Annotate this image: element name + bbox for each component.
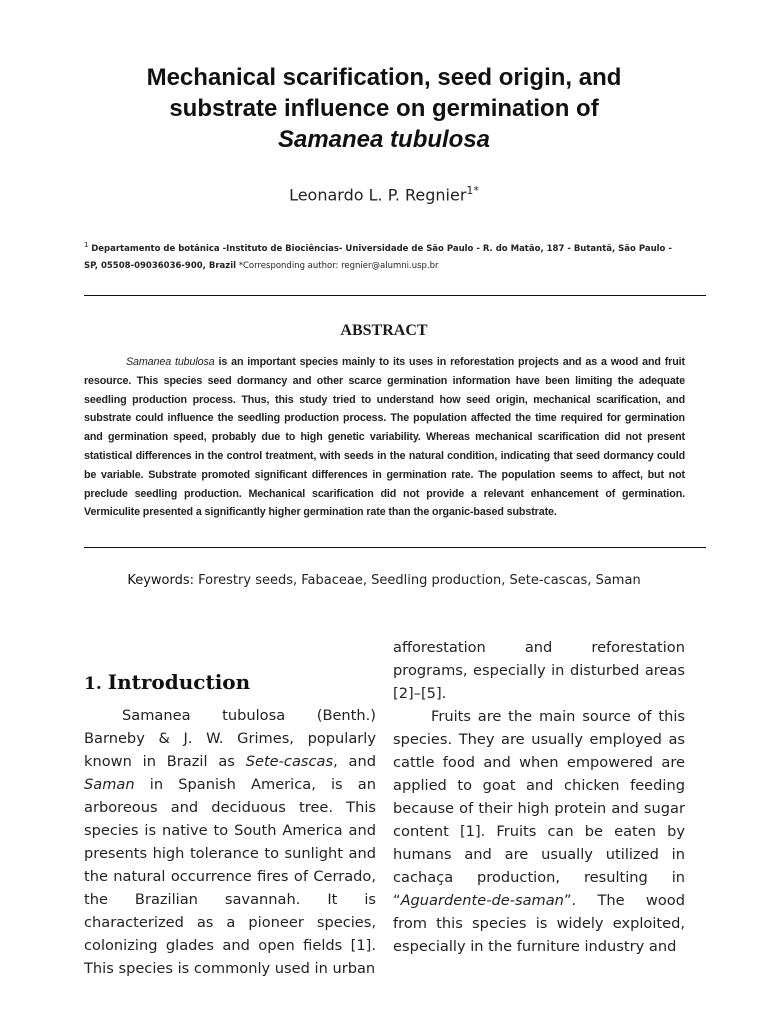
paragraph-text: ”. The wood from this species is widely exploited, especially in the furniture industry and [393,892,685,955]
author-line [84,184,684,204]
bottom-rule [84,547,706,548]
keywords-label: Keywords: [127,573,194,588]
paragraph-emphasis: Aguardente-de-saman [400,892,564,909]
abstract-heading: ABSTRACT [340,322,428,339]
left-column [84,704,376,980]
abstract-text: is an important species mainly to its uses in reforestation projects and as a wood and fruit resource. This species seed dormancy and other scarce germination information have been limiting the adequate seedling production process. Thus, this study tried to understand how seed origin, mechanical scarification, and substrate could influence the seedling production process. The population affected the time required for germination and germination speed, probably due to high genetic variability. Whereas mechanical scarification did not present statistical differences in the control treatment, with seeds in the natural condition, indicating that seed dormancy could be variable. Substrate promoted significant differences in germination rate. The population seems to affect, but not preclude seedling production. Mechanical scarification did not provide a relevant enhancement of germination. Vermiculite presented a significantly higher germination rate than the organic-based substrate. [84,356,685,519]
keywords-value: Forestry seeds, Fabaceae, Seedling production, Sete-cascas, Saman [194,573,641,588]
title-line-2: substrate influence on germination of [169,95,599,122]
title-line-1: Mechanical scarification, seed origin, and [146,64,622,91]
top-rule [84,295,706,296]
abstract-species: Samanea tubulosa [126,356,215,368]
section-number: 1. [84,674,102,694]
paragraph-text: in Spanish America, is an arboreous and deciduous tree. This species is native to South America and presents high tolerance to sunlight and the natural occurrence fires of Cerrado, the Brazilian savannah. It is characterized as a pioneer species, colonizing glades and open fields [1]. This species is commonly used in urban [84,776,376,977]
paragraph-emphasis: Sete-cascas [245,753,334,770]
section-heading-introduction [84,670,250,694]
paragraph-emphasis: Saman [84,776,135,793]
author-name: Leonardo L. P. Regnier [289,185,467,205]
affiliation-text: Departamento de botânica -Instituto de Biociências- Universidade de São Paulo - R. do Matão, 187 - Butantã, São Paulo - SP, 05508-09036036-900, Brazil [84,243,672,271]
abstract-body [84,353,685,522]
keywords [84,573,684,588]
intro-paragraph-1 [84,704,376,980]
affiliation-superscript: 1 [84,240,89,249]
right-column [393,636,685,958]
section-title: Introduction [107,670,251,694]
affiliation [84,236,684,275]
author-marker: 1* [466,184,479,197]
intro-paragraph-2 [393,705,685,958]
paragraph-text: Fruits are the main source of this species. They are usually employed as cattle food and when empowered are applied to goat and chicken feeding because of their high protein and sugar content [1]. Fruits can be eaten by humans and are usually utilized in cachaça production, resulting in “ [393,708,685,909]
paragraph-continuation: afforestation and reforestation programs, especially in disturbed areas [2]–[5]. [393,639,685,702]
paragraph-text: Samanea tubulosa (Benth.) Barneby & J. W. Grimes, popularly known in Brazil as [84,707,376,770]
title-species: Samanea tubulosa [277,126,491,153]
paper-title [84,62,684,155]
corresponding-author: *Corresponding author: regnier@alumni.usp.br [238,260,439,271]
paragraph-text: , and [333,753,377,770]
